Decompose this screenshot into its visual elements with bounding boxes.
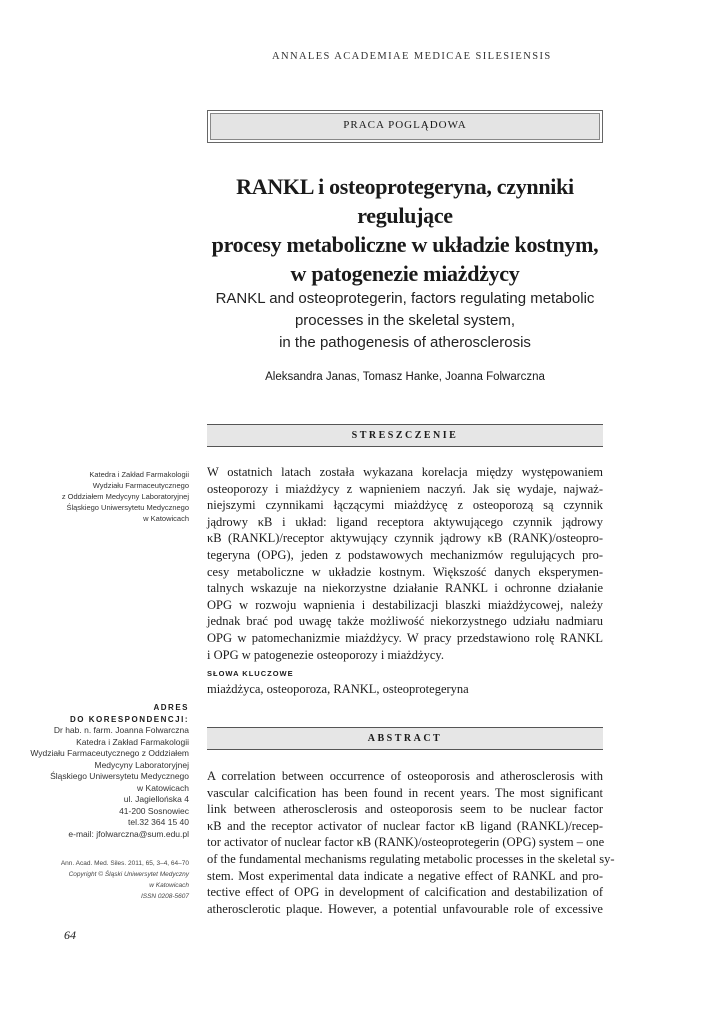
text-line: vascular calcification has been found in recent years. The most significant (207, 785, 603, 800)
text-line: κB (RANKL)/receptor aktywujący czynnik jądrowy κB (RANK)/osteopro- (207, 531, 603, 546)
title-en-line: RANKL and osteoprotegerin, factors regulating metabolic (215, 290, 595, 307)
correspondence-heading-line: ADRES (153, 703, 189, 712)
text-line: OPG w rozwoju wapnienia i destabilizacji blaszki miażdżycowej, należy (207, 597, 603, 612)
authors: Aleksandra Janas, Tomasz Hanke, Joanna Folwarczna (265, 371, 545, 383)
text-line: tective effect of OPG in development of calcification and destabilization of (207, 885, 603, 900)
title-en-line: in the pathogenesis of atherosclerosis (279, 334, 531, 351)
address-line: Śląskiego Uniwersytetu Medycznego (50, 771, 189, 781)
affiliation-line: z Oddziałem Medycyny Laboratoryjnej (61, 492, 189, 501)
text-line: stem. Most experimental data indicate a negative effect of RANKL and pro- (207, 868, 603, 883)
address-line: Medycyny Laboratoryjnej (94, 759, 189, 770)
title-english (200, 288, 610, 354)
citation-line: ISSN 0208-5607 (140, 893, 189, 900)
address-line: Katedra i Zakład Farmakologii (76, 736, 189, 747)
affiliation-line: Katedra i Zakład Farmakologii (89, 470, 189, 479)
text-line: tegeryna (OPG), jeden z podstawowych mechanizmów regulujących pro- (207, 547, 603, 562)
address-line: w Katowicach (137, 782, 189, 793)
correspondence-heading (40, 702, 189, 725)
journal-name: ANNALES ACADEMIAE MEDICAE SILESIENSIS (272, 51, 552, 62)
text-line: jądrowy κB i układ: ligand receptora aktywującego czynnik jądrowy (207, 514, 603, 529)
text-line: jednak brać pod uwagę także możliwość niekorzystnego udziału nadmiaru (207, 614, 603, 629)
title-pl-line: procesy metaboliczne w układzie kostnym, (211, 232, 599, 257)
streszczenie-body (207, 464, 603, 663)
text-line: of the fundamental mechanisms regulating metabolic processes in the skeletal sy- (207, 851, 615, 866)
streszczenie-heading: STRESZCZENIE (207, 424, 603, 447)
text-line: tor activator of nuclear factor κB (RANK)/osteoprotegerin (OPG) system – one (207, 835, 605, 850)
article-type-box (207, 110, 603, 143)
affiliation-line: Śląskiego Uniwersytetu Medycznego (66, 503, 189, 512)
text-line: κB and the receptor activator of nuclear factor κB ligand (RANKL)/recep- (207, 818, 603, 833)
abstract-body (207, 768, 615, 917)
email-line: e-mail: jfolwarczna@sum.edu.pl (68, 828, 189, 839)
abstract-heading: ABSTRACT (207, 727, 603, 750)
affiliation-line: w Katowicach (143, 514, 189, 523)
correspondence-heading-line: DO KORESPONDENCJI: (69, 714, 189, 724)
text-line: cesy metaboliczne w układzie kostnym. Większość danych eksperymen- (207, 564, 603, 579)
text-line: W ostatnich latach została wykazana korelacja między występowaniem (207, 465, 603, 479)
keywords-label: SŁOWA KLUCZOWE (207, 669, 294, 678)
keywords-text: miażdżyca, osteoporoza, RANKL, osteoprotegeryna (207, 682, 469, 696)
address-line: ul. Jagiellońska 4 (123, 794, 189, 804)
page-number: 64 (64, 928, 76, 942)
text-line: A correlation between occurrence of osteoporosis and atherosclerosis with (207, 769, 603, 783)
address-line: Dr hab. n. farm. Joanna Folwarczna (53, 725, 189, 735)
citation-line: Ann. Acad. Med. Siles. 2011, 65, 3–4, 64–70 (60, 860, 189, 867)
affiliation-line: Wydziału Farmaceutycznego (92, 481, 189, 490)
text-line: OPG w patomechanizmie miażdżycy. W pracy przedstawiono rolę RANKL (207, 630, 603, 645)
text-line: niejszymi czynnikami łączącymi miażdżycę z osteoporozą są czynnik (207, 498, 603, 513)
citation-line: w Katowicach (149, 882, 189, 889)
address-line: Wydziału Farmaceutycznego z Oddziałem (30, 748, 189, 758)
affiliation (40, 469, 189, 524)
citation-block (40, 858, 189, 902)
text-line: talnych wskazuje na niekorzystne działanie RANKL i ochronne działanie (207, 581, 603, 596)
citation-line: Copyright © Śląski Uniwersytet Medyczny (68, 871, 189, 878)
title-polish (200, 172, 610, 288)
correspondence-address (30, 725, 189, 840)
address-line: 41-200 Sosnowiec (119, 805, 189, 816)
text-line: i OPG w patogenezie osteoporozy i miażdżycy. (207, 647, 444, 662)
text-line: atherosclerotic plaque. However, a potential unfavourable role of excessive (207, 901, 603, 916)
title-en-line: processes in the skeletal system, (294, 312, 516, 329)
article-type: PRACA POGLĄDOWA (210, 113, 600, 140)
text-line: osteoporozy i miażdżycy z wapnieniem naczyń. Jak się wydaje, najważ- (207, 481, 603, 496)
title-pl-line: w patogenezie miażdżycy (290, 261, 520, 286)
text-line: link between atherosclerosis and osteoporosis seem to be nuclear factor (207, 802, 603, 817)
address-line: tel.32 364 15 40 (128, 817, 189, 827)
title-pl-line: RANKL i osteoprotegeryna, czynniki regulujące (236, 174, 574, 228)
